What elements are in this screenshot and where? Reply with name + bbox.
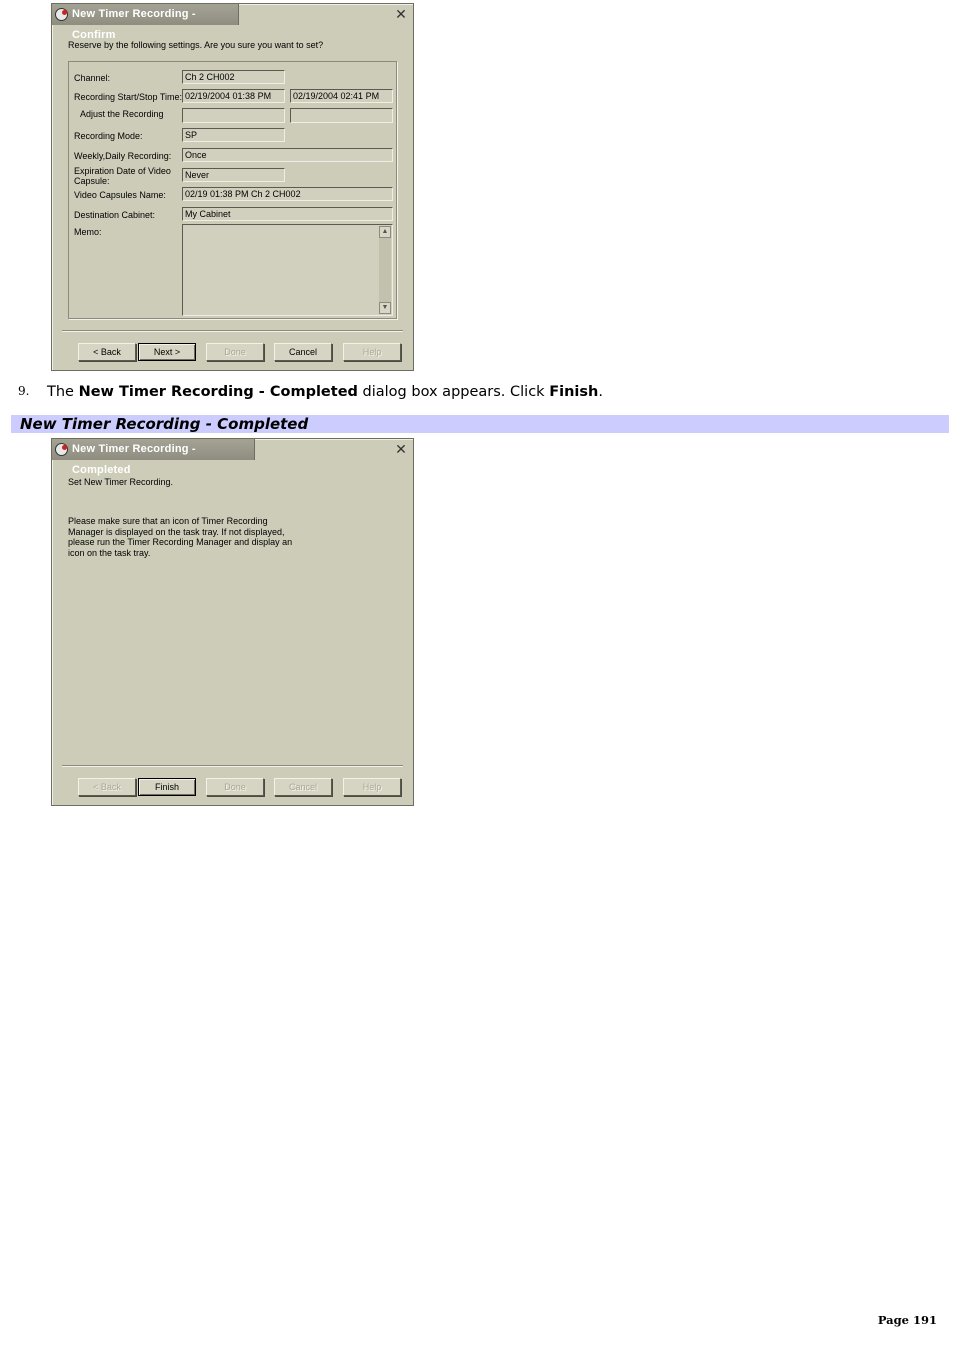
step-number: 9. <box>18 384 30 398</box>
done-button: Done <box>206 343 264 361</box>
completed-message: Please make sure that an icon of Timer Recording Manager is displayed on the task tray. If not displayed, please run the Timer Recording Manager and display an icon on the task tray. <box>68 516 293 558</box>
expiration-label: Expiration Date of Video Capsule: <box>74 166 171 186</box>
completed-line1: Set New Timer Recording. <box>68 477 174 487</box>
completed-dialog <box>51 438 414 806</box>
completed-dialog-title-tab <box>52 439 255 476</box>
adjust-stop-field <box>290 108 393 123</box>
scroll-up-icon[interactable]: ▲ <box>379 226 391 238</box>
page-number: Page 191 <box>877 1313 937 1327</box>
back-button[interactable]: < Back <box>78 343 136 361</box>
help-button: Help <box>343 343 401 361</box>
confirm-dialog-title: New Timer Recording - Confirm <box>72 8 196 41</box>
start-stop-label: Recording Start/Stop Time: <box>74 92 183 102</box>
confirm-dialog-title-tab <box>52 4 239 41</box>
stop-time-field: 02/19/2004 02:41 PM <box>290 89 393 103</box>
mode-label: Recording Mode: <box>74 131 143 141</box>
channel-label: Channel: <box>74 73 111 83</box>
step-text-after: . <box>598 384 603 400</box>
timer-recording-app-icon <box>55 443 68 456</box>
cancel-button[interactable]: Cancel <box>274 343 332 361</box>
cabinet-field: My Cabinet <box>182 207 393 221</box>
done-button: Done <box>206 778 264 796</box>
capsule-name-label: Video Capsules Name: <box>74 190 166 200</box>
settings-group <box>68 61 397 319</box>
weekly-field: Once <box>182 148 393 162</box>
step-instruction <box>47 383 603 401</box>
button-separator <box>62 330 403 332</box>
cancel-button: Cancel <box>274 778 332 796</box>
capsule-name-field: 02/19 01:38 PM Ch 2 CH002 <box>182 187 393 201</box>
step-text-mid: dialog box appears. Click <box>357 384 550 400</box>
step-dialog-name: New Timer Recording - Completed <box>78 384 358 400</box>
close-icon[interactable]: ✕ <box>395 441 407 457</box>
close-icon[interactable]: ✕ <box>395 6 407 22</box>
mode-field: SP <box>182 128 285 142</box>
back-button: < Back <box>78 778 136 796</box>
next-button[interactable]: Next > <box>138 343 196 361</box>
cabinet-label: Destination Cabinet: <box>74 210 156 220</box>
completed-dialog-titlebar <box>52 439 413 476</box>
memo-scrollbar[interactable] <box>379 226 391 314</box>
button-separator <box>62 765 403 767</box>
memo-label: Memo: <box>74 227 102 237</box>
step-finish-word: Finish <box>549 384 599 400</box>
confirm-dialog-titlebar <box>52 4 413 41</box>
adjust-label: Adjust the Recording <box>80 109 164 119</box>
confirm-prompt: Reserve by the following settings. Are you sure you want to set? <box>68 40 324 50</box>
scroll-down-icon[interactable]: ▼ <box>379 302 391 314</box>
expiration-field: Never <box>182 168 285 182</box>
help-button: Help <box>343 778 401 796</box>
confirm-dialog <box>51 3 414 371</box>
adjust-start-field <box>182 108 285 123</box>
step-text-before: The <box>47 384 79 400</box>
finish-button[interactable]: Finish <box>138 778 196 796</box>
start-time-field: 02/19/2004 01:38 PM <box>182 89 285 103</box>
timer-recording-app-icon <box>55 8 68 21</box>
completed-dialog-title: New Timer Recording - Completed <box>72 443 196 476</box>
section-heading: New Timer Recording - Completed <box>11 415 949 433</box>
memo-textarea[interactable] <box>182 224 393 316</box>
channel-field: Ch 2 CH002 <box>182 70 285 84</box>
weekly-label: Weekly,Daily Recording: <box>74 151 172 161</box>
